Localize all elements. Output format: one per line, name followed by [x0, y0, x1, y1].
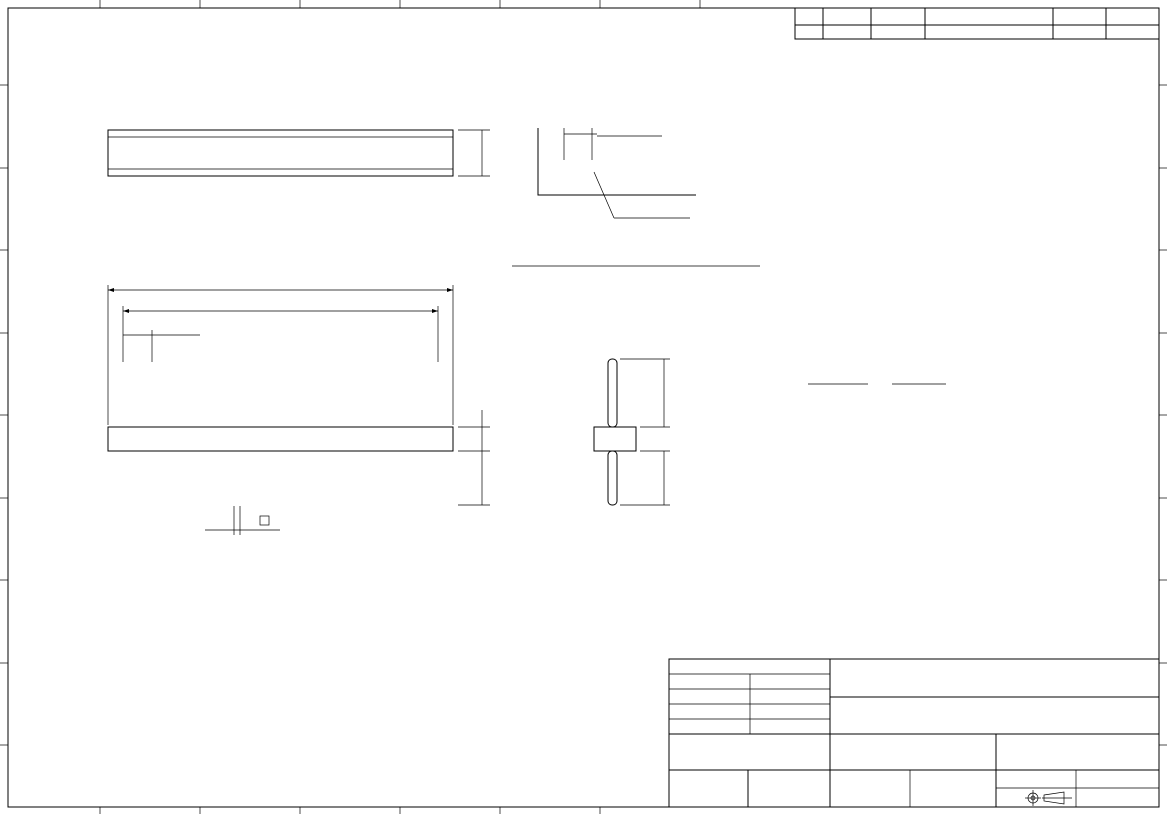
- revision-table: [795, 8, 1159, 39]
- side-view: [594, 359, 670, 505]
- projection-symbol-icon: [1025, 790, 1072, 806]
- title-block: [669, 659, 1159, 807]
- side-pin-top: [608, 359, 617, 427]
- insulator-body: [108, 427, 453, 451]
- side-pin-bottom: [608, 451, 617, 505]
- sheet-border: [8, 8, 1159, 807]
- side-body: [594, 427, 636, 451]
- front-view: [108, 285, 490, 535]
- pcb-layout: [512, 128, 760, 266]
- top-view: [108, 130, 490, 176]
